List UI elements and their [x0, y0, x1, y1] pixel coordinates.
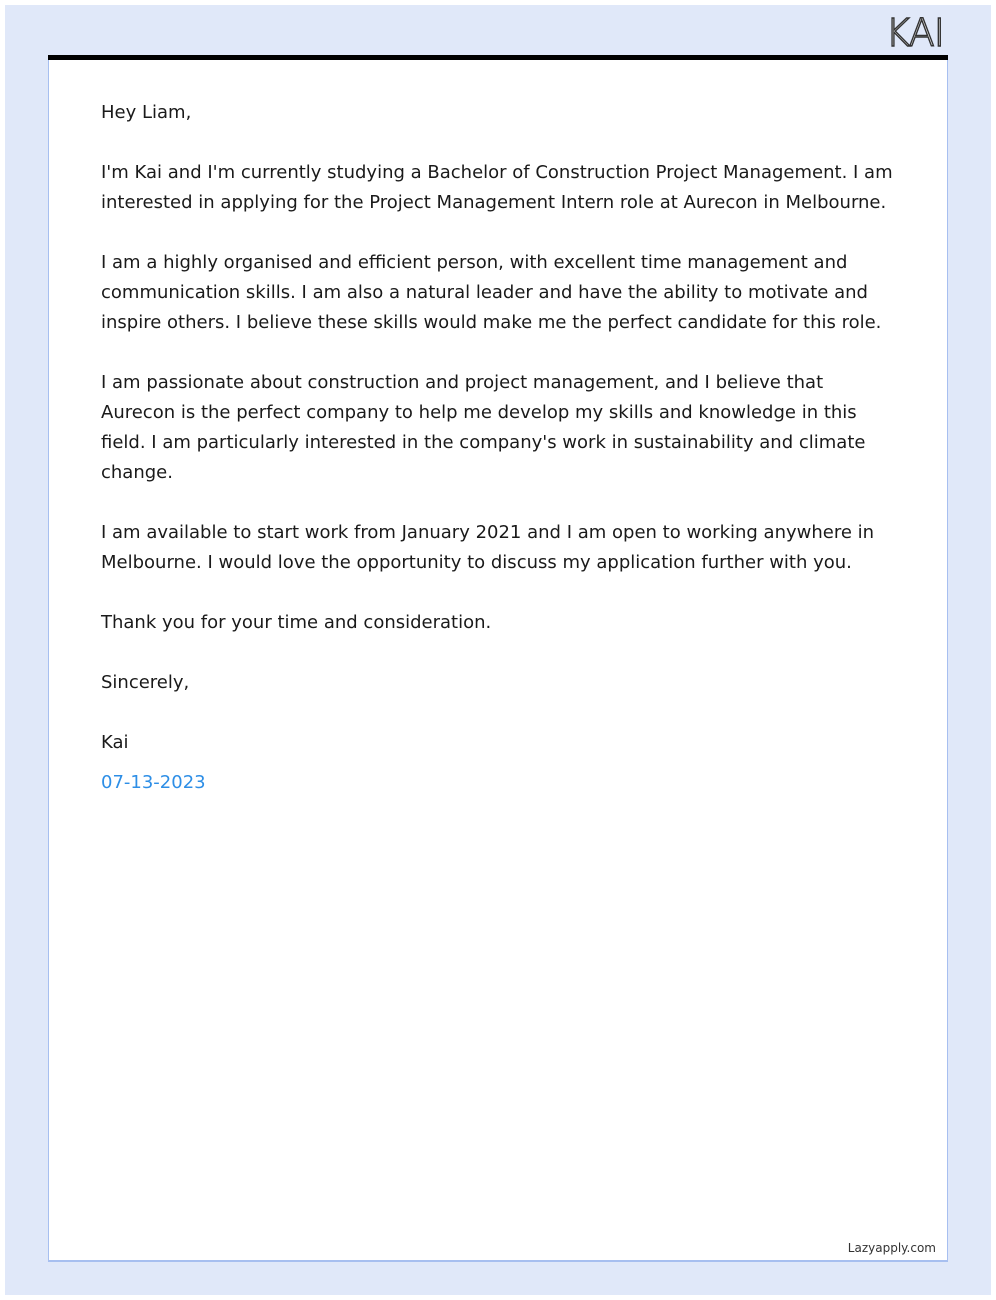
closing: Sincerely,	[101, 672, 190, 693]
paragraph-skills: I am a highly organised and efficient person, with excellent time management and communication skills. I am also a natural leader and have the ability to motivate and inspire others. I believe these skills would make me the perfect candidate for this role.	[101, 252, 882, 333]
paragraph-availability: I am available to start work from January 2021 and I am open to working anywhere in Melbourne. I would love the opportunity to discuss my application further with you.	[101, 522, 875, 573]
paragraph-intro: I'm Kai and I'm currently studying a Bachelor of Construction Project Management. I am interested in applying for the Project Management Intern role at Aurecon in Melbourne.	[101, 162, 893, 213]
letter-sheet	[48, 60, 948, 1262]
paragraph-thanks: Thank you for your time and consideration.	[101, 612, 492, 633]
signature-name: Kai	[101, 732, 129, 753]
letter-date: 07-13-2023	[101, 772, 206, 793]
name-monogram: KAI	[885, 11, 944, 55]
greeting: Hey Liam,	[101, 102, 192, 123]
paragraph-motivation: I am passionate about construction and project management, and I believe that Aurecon is the perfect company to help me develop my skills and knowledge in this field. I am particularly interested in the company's work in sustainability and climate change.	[101, 372, 866, 483]
cover-letter-body	[101, 98, 901, 798]
footer-brand: Lazyapply.com	[847, 1241, 936, 1255]
